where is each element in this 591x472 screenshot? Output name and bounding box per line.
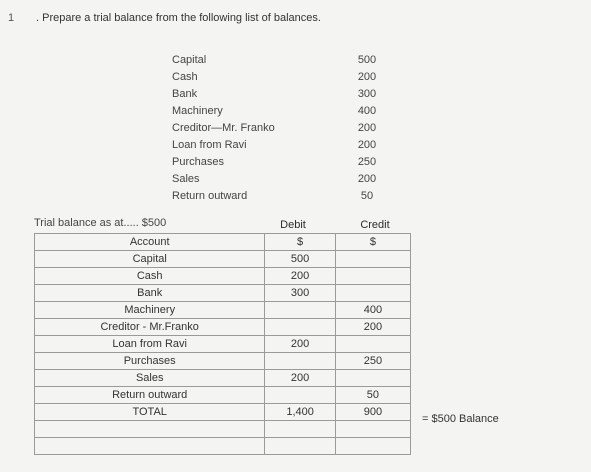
account-cell: Machinery — [35, 302, 265, 319]
account-cell: Creditor - Mr.Franko — [35, 319, 265, 336]
balance-name: Machinery — [172, 105, 223, 117]
credit-cell — [335, 268, 410, 285]
balance-item — [172, 52, 392, 69]
account-cell: Bank — [35, 285, 265, 302]
balance-note: = $500 Balance — [422, 413, 499, 425]
debit-cell: 500 — [265, 251, 335, 268]
account-cell: Purchases — [35, 353, 265, 370]
debit-cell — [265, 302, 335, 319]
balance-amount: 50 — [360, 190, 374, 202]
account-cell: Sales — [35, 370, 265, 387]
debit-cell — [265, 387, 335, 404]
balance-name: Cash — [172, 71, 198, 83]
balance-name: Sales — [172, 173, 200, 185]
balance-name: Bank — [172, 88, 198, 100]
credit-cell — [335, 285, 410, 302]
table-row — [35, 370, 411, 387]
table-row — [35, 353, 411, 370]
table-row — [35, 319, 411, 336]
debit-cell — [265, 319, 335, 336]
balance-amount: 400 — [357, 105, 377, 117]
table-row — [35, 268, 411, 285]
account-cell: Loan from Ravi — [35, 336, 265, 353]
balance-item — [172, 188, 392, 205]
table-row — [35, 438, 411, 455]
credit-cell — [335, 251, 410, 268]
table-row — [35, 251, 411, 268]
credit-cell — [335, 370, 410, 387]
account-cell — [35, 421, 265, 438]
credit-cell — [335, 438, 410, 455]
balance-item — [172, 86, 392, 103]
credit-cell: 900 — [335, 404, 410, 421]
balance-amount: 200 — [357, 122, 377, 134]
table-row — [35, 285, 411, 302]
balance-name: Loan from Ravi — [172, 139, 247, 151]
question-number: 1 — [8, 12, 15, 24]
table-row — [35, 302, 411, 319]
table-row — [35, 404, 411, 421]
credit-cell: 200 — [335, 319, 410, 336]
balance-item — [172, 171, 392, 188]
account-cell: Cash — [35, 268, 265, 285]
debit-cell — [265, 421, 335, 438]
credit-cell: 250 — [335, 353, 410, 370]
balance-amount: 200 — [357, 173, 377, 185]
debit-cell: 200 — [265, 370, 335, 387]
balance-name: Purchases — [172, 156, 224, 168]
credit-cell: $ — [335, 234, 410, 251]
balance-item — [172, 120, 392, 137]
balance-name: Return outward — [172, 190, 248, 202]
balance-amount: 200 — [357, 139, 377, 151]
balance-item — [172, 137, 392, 154]
credit-column-header: Credit — [360, 219, 390, 231]
account-cell — [35, 438, 265, 455]
debit-cell: $ — [265, 234, 335, 251]
table-row — [35, 421, 411, 438]
table-row — [35, 234, 411, 251]
balances-list — [172, 52, 392, 205]
balance-item — [172, 154, 392, 171]
credit-cell: 50 — [335, 387, 410, 404]
credit-cell — [335, 336, 410, 353]
credit-cell: 400 — [335, 302, 410, 319]
balance-amount: 200 — [357, 71, 377, 83]
balance-amount: 300 — [357, 88, 377, 100]
debit-cell: 300 — [265, 285, 335, 302]
account-cell: TOTAL — [35, 404, 265, 421]
account-cell: Account — [35, 234, 265, 251]
debit-cell: 200 — [265, 268, 335, 285]
balance-item — [172, 69, 392, 86]
balance-item — [172, 103, 392, 120]
question-text: . Prepare a trial balance from the following list of balances. — [36, 12, 321, 24]
debit-cell: 200 — [265, 336, 335, 353]
debit-cell — [265, 438, 335, 455]
account-cell: Return outward — [35, 387, 265, 404]
balance-name: Creditor—Mr. Franko — [172, 122, 275, 134]
debit-column-header: Debit — [280, 219, 306, 231]
table-row — [35, 336, 411, 353]
trial-balance-title: Trial balance as at..... $500 — [34, 217, 167, 229]
table-row — [35, 387, 411, 404]
debit-cell — [265, 353, 335, 370]
account-cell: Capital — [35, 251, 265, 268]
balance-amount: 250 — [357, 156, 377, 168]
credit-cell — [335, 421, 410, 438]
balance-name: Capital — [172, 54, 207, 66]
trial-balance-table — [34, 233, 411, 455]
balance-amount: 500 — [357, 54, 377, 66]
debit-cell: 1,400 — [265, 404, 335, 421]
